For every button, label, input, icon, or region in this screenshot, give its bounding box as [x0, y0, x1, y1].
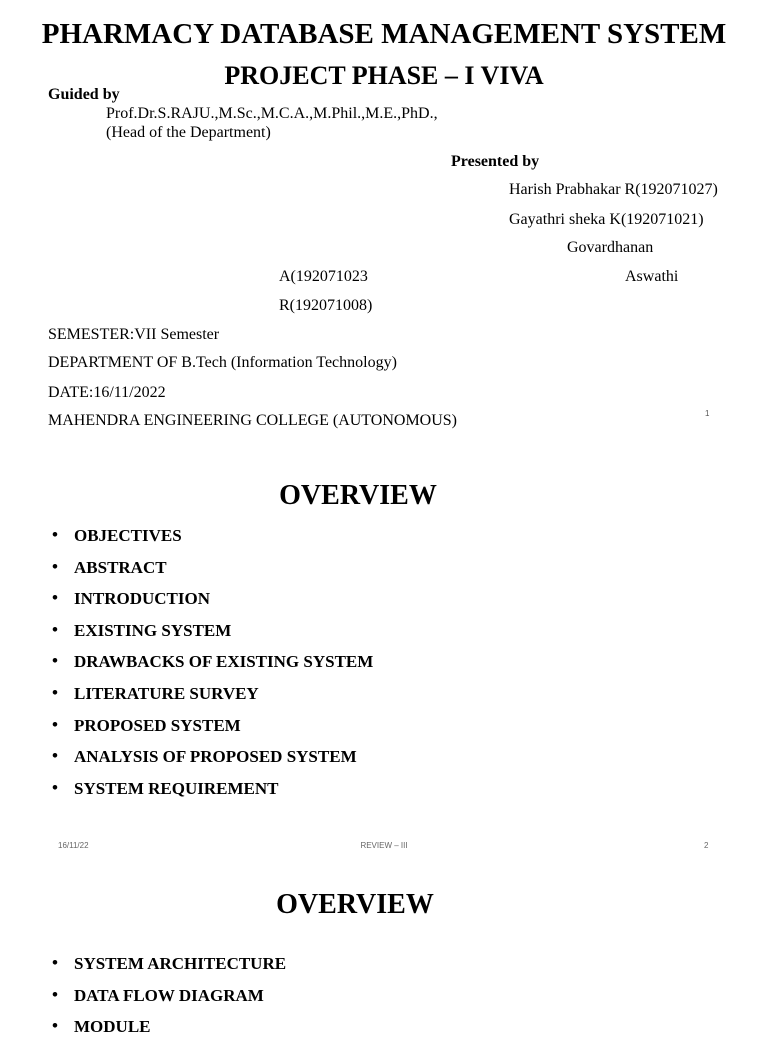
list-item: • DRAWBACKS OF EXISTING SYSTEM [52, 651, 374, 672]
list-item: • OBJECTIVES [52, 525, 182, 545]
college: MAHENDRA ENGINEERING COLLEGE (AUTONOMOUS) [48, 412, 458, 429]
date: DATE:16/11/2022 [48, 384, 166, 401]
guide-name: Prof.Dr.S.RAJU.,M.Sc.,M.C.A.,M.Phil.,M.E.,PhD., [106, 105, 438, 122]
overview-heading-2: OVERVIEW [276, 889, 434, 920]
list-item: • SYSTEM ARCHITECTURE [52, 953, 287, 973]
presented-by-label: Presented by [451, 153, 540, 170]
slide1-subtitle: PROJECT PHASE – I VIVA [224, 61, 544, 90]
presenter-4-second: R(192071008) [279, 297, 373, 314]
presenter-2: Gayathri sheka K(192071021) [509, 211, 704, 228]
footer-slide-number: 2 [704, 841, 709, 850]
guide-role: (Head of the Department) [106, 124, 271, 141]
slide-number: 1 [705, 409, 710, 418]
slide1-title: PHARMACY DATABASE MANAGEMENT SYSTEM [41, 18, 727, 50]
list-item: • ABSTRACT [52, 556, 167, 577]
presenter-3-second: A(192071023 [279, 268, 368, 285]
presenter-3-first: Govardhanan [567, 239, 654, 256]
overview-list [48, 526, 373, 810]
guided-by-label: Guided by [48, 86, 120, 103]
list-item: • ANALYSIS OF PROPOSED SYSTEM [52, 746, 357, 767]
presenter-4-first: Aswathi [625, 268, 679, 285]
footer-title: REVIEW – III [360, 841, 408, 850]
presenter-1: Harish Prabhakar R(192071027) [509, 181, 718, 198]
list-item: • EXISTING SYSTEM [52, 619, 232, 640]
list-item: • LITERATURE SURVEY [52, 682, 259, 703]
list-item: • MODULE [52, 1016, 151, 1037]
list-item: • INTRODUCTION [52, 588, 211, 609]
department: DEPARTMENT OF B.Tech (Information Technology) [48, 354, 397, 371]
overview-heading: OVERVIEW [279, 480, 437, 511]
semester: SEMESTER:VII Semester [48, 326, 220, 343]
list-item: • SYSTEM REQUIREMENT [52, 777, 279, 798]
footer-date: 16/11/22 [58, 841, 89, 850]
list-item: • PROPOSED SYSTEM [52, 714, 241, 735]
list-item: • DATA FLOW DIAGRAM [52, 984, 264, 1005]
overview-list-2 [48, 954, 286, 1049]
